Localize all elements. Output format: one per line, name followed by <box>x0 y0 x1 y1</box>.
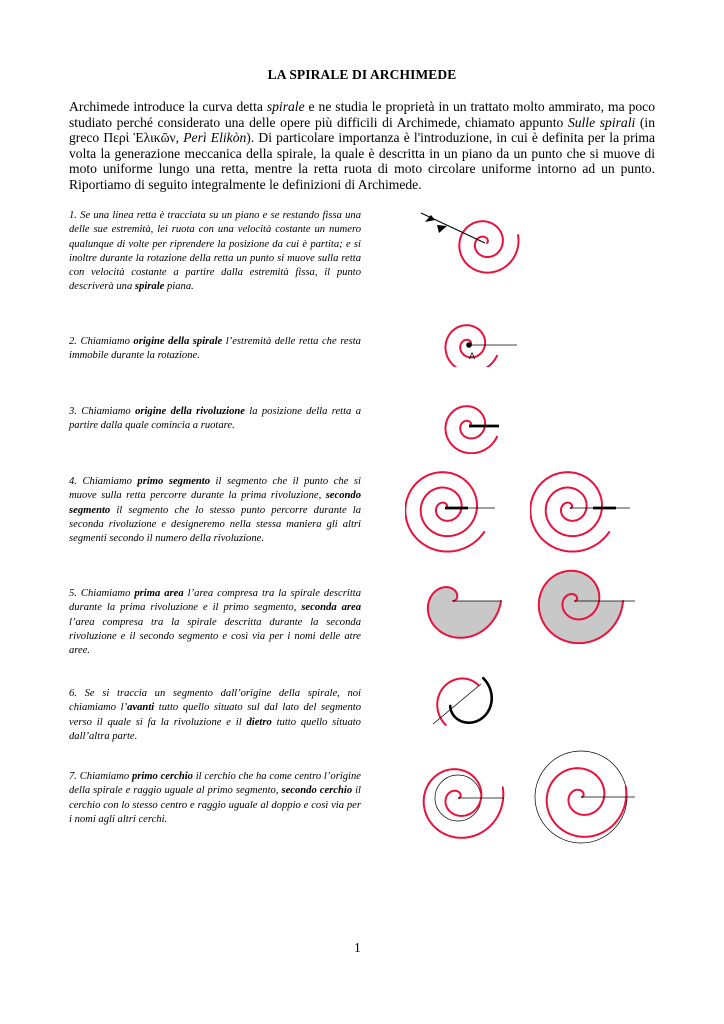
label-a: A <box>469 351 476 361</box>
spiral-behind <box>450 678 491 723</box>
origin-point <box>466 342 472 348</box>
definition-7: 7. Chiamiamo primo cerchio il cerchio che ha come centro l’origine della spirale e raggio uguale al primo segmento, secondo cerchio il cerchio con lo stesso centro e raggio uguale al doppio e così via per i nomi agli altri cerchi. <box>69 771 361 825</box>
figure-origin-revolution <box>425 384 525 454</box>
definition-5: 5. Chiamiamo prima area l’area compresa tra la spirale descritta durante la prima rivoluzione e il primo segmento, seconda area l’area compresa tra la spirale descritta durante la seconda rivoluzione e il secondo segmento e così via per i nomi delle atre aree. <box>69 588 362 657</box>
intro-paragraph: Archimede introduce la curva detta spirale e ne studia le proprietà in un trattato molto ammirato, ma poco studiato perché considerato una delle opere più difficili di Archimede, chiamato appunto Sulle spirali (in greco Περὶ Ἑλικῶν, Perì Elikòn). Di particolare importanza è l'introduzione, in cui è definita per la prima volta la generazione meccanica della spirale, la quale è descritta in un piano da un punto che si muove di moto uniforme lungo una retta, mentre la retta ruota di moto circolare uniforme intorno ad un punto. Riportiamo di seguito integralmente le definizioni di Archimede. <box>69 99 656 192</box>
figure-first-area <box>405 565 515 655</box>
definition-4: 4. Chiamiamo primo segmento il segmento che il punto che si muove sulla retta percorre durante la prima rivoluzione, secondo segmento il segmento che lo stesso punto percorre durante la seconda rivoluzione e designeremo nella stessa maniera gli altri segmenti secondo il numero della rivoluzione. <box>69 476 362 545</box>
figure-forward-backward <box>425 664 505 744</box>
figure-second-segment <box>530 467 640 557</box>
figure-second-circle <box>525 745 640 850</box>
page-number: 1 <box>354 940 361 955</box>
definition-2: 2. Chiamiamo origine della spirale l’estremità delle retta che resta immobile durante la rotazione. <box>69 336 361 362</box>
spiral-curve <box>405 472 484 551</box>
definition-6: 6. Se si traccia un segmento dall’origine della spirale, noi chiamiamo l’avanti tutto quello situato sul dal lato del segmento verso il quale si fa la rivoluzione e il dietro tutto quello situato dall’altra parte. <box>69 688 361 742</box>
spiral-curve <box>547 768 627 837</box>
spiral-curve <box>530 472 609 551</box>
figure-first-circle <box>410 752 515 847</box>
arrow-head-icon <box>437 225 447 233</box>
definition-3: 3. Chiamiamo origine della rivoluzione la posizione della retta a partire dalla quale comincia a ruotare. <box>69 406 361 432</box>
figure-first-segment <box>405 467 515 557</box>
spiral-curve <box>445 406 497 453</box>
spiral-curve <box>459 221 518 272</box>
figure-spiral-definition <box>415 203 525 283</box>
definition-1: 1. Se una linea retta è tracciata su un piano e se restando fissa una delle sue estremità, lei ruota con una velocità costante un numero qualunque di volte per riprendere la posizione da cui è partita; e si inoltre durante la rotazione della retta un punto si muove sulla retta con velocità costante a partire dalla estremità fissa, il punto descriverà una spirale piana. <box>69 210 361 293</box>
figure-origin-spiral <box>425 307 525 367</box>
page-title: LA SPIRALE DI ARCHIMEDE <box>267 67 457 82</box>
figure-second-area <box>525 565 640 655</box>
